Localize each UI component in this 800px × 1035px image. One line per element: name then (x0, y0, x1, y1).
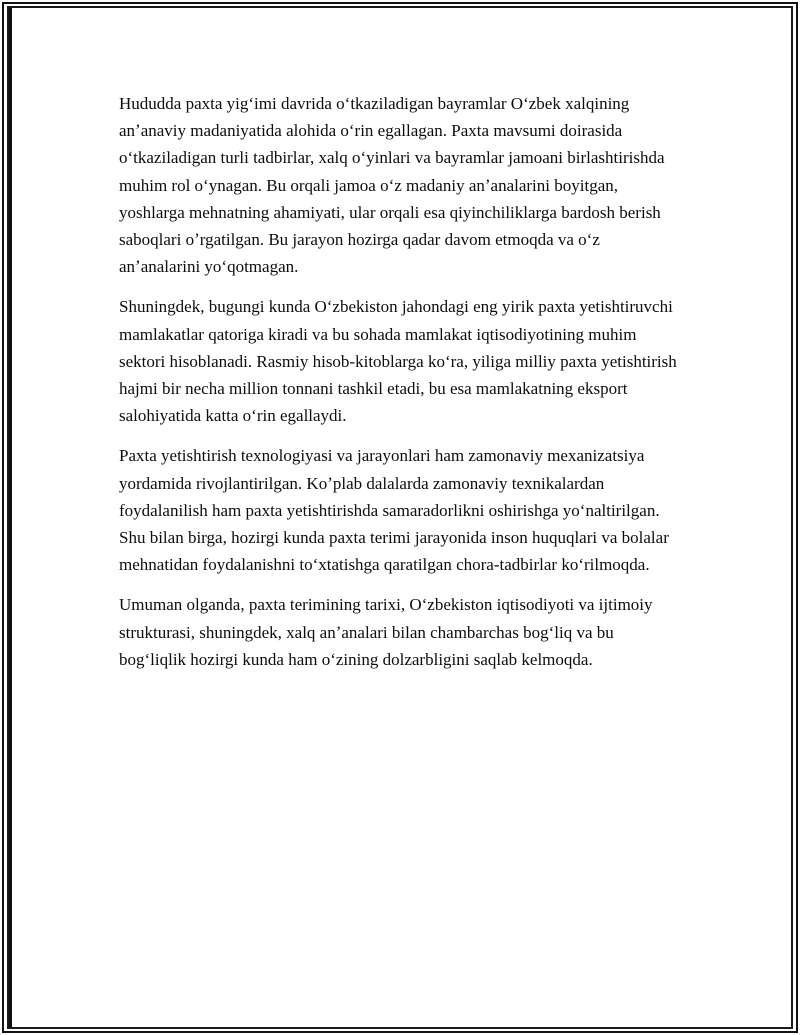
page-sheet (12, 10, 788, 1025)
paragraph-1: Hududda paxta yigʻimi davrida oʻtkaziladigan bayramlar Oʻzbek xalqining anʼanaviy madaniyatida alohida oʻrin egallagan. Paxta mavsumi doirasida oʻtkaziladigan turli tadbirlar, xalq oʻyinlari va bayramlar jamoani birlashtirishda muhim rol oʻynagan. Bu orqali jamoa oʻz madaniy anʼanalarini boyitgan, yoshlarga mehnatning ahamiyati, ular orqali esa qiyinchiliklarga bardosh berish saboqlari oʼrgatilgan. Bu jarayon hozirga qadar davom etmoqda va oʻz anʼanalarini yoʻqotmagan. (119, 94, 669, 277)
paragraph-4: Umuman olganda, paxta terimining tarixi, Oʻzbekiston iqtisodiyoti va ijtimoiy strukturasi, shuningdek, xalq anʼanalari bilan chambarchas bogʻliq va bu bogʻliqlik hozirgi kunda ham oʻzining dolzarbligini saqlab kelmoqda. (119, 595, 657, 669)
paragraph-2: Shuningdek, bugungi kunda Oʻzbekiston jahondagi eng yirik paxta yetishtiruvchi mamlakatlar qatoriga kiradi va bu sohada mamlakat iqtisodiyotining muhim sektori hisoblanadi. Rasmiy hisob-kitoblarga koʻra, yiliga milliy paxta yetishtirish hajmi bir necha million tonnani tashkil etadi, bu esa mamlakatning eksport salohiyatida katta oʻrin egallaydi. (119, 297, 682, 426)
paragraph-3: Paxta yetishtirish texnologiyasi va jarayonlari ham zamonaviy mexanizatsiya yordamida rivojlantirilgan. Koʼplab dalalarda zamonaviy texnikalardan foydalanilish ham paxta yetishtirishda samaradorlikni oshirishga yoʻnaltirilgan. Shu bilan birga, hozirgi kunda paxta terimi jarayonida inson huquqlari va bolalar mehnatidan foydalanishni toʻxtatishga qaratilgan chora-tadbirlar koʻrilmoqda. (119, 446, 674, 575)
document-text-body (119, 90, 685, 673)
